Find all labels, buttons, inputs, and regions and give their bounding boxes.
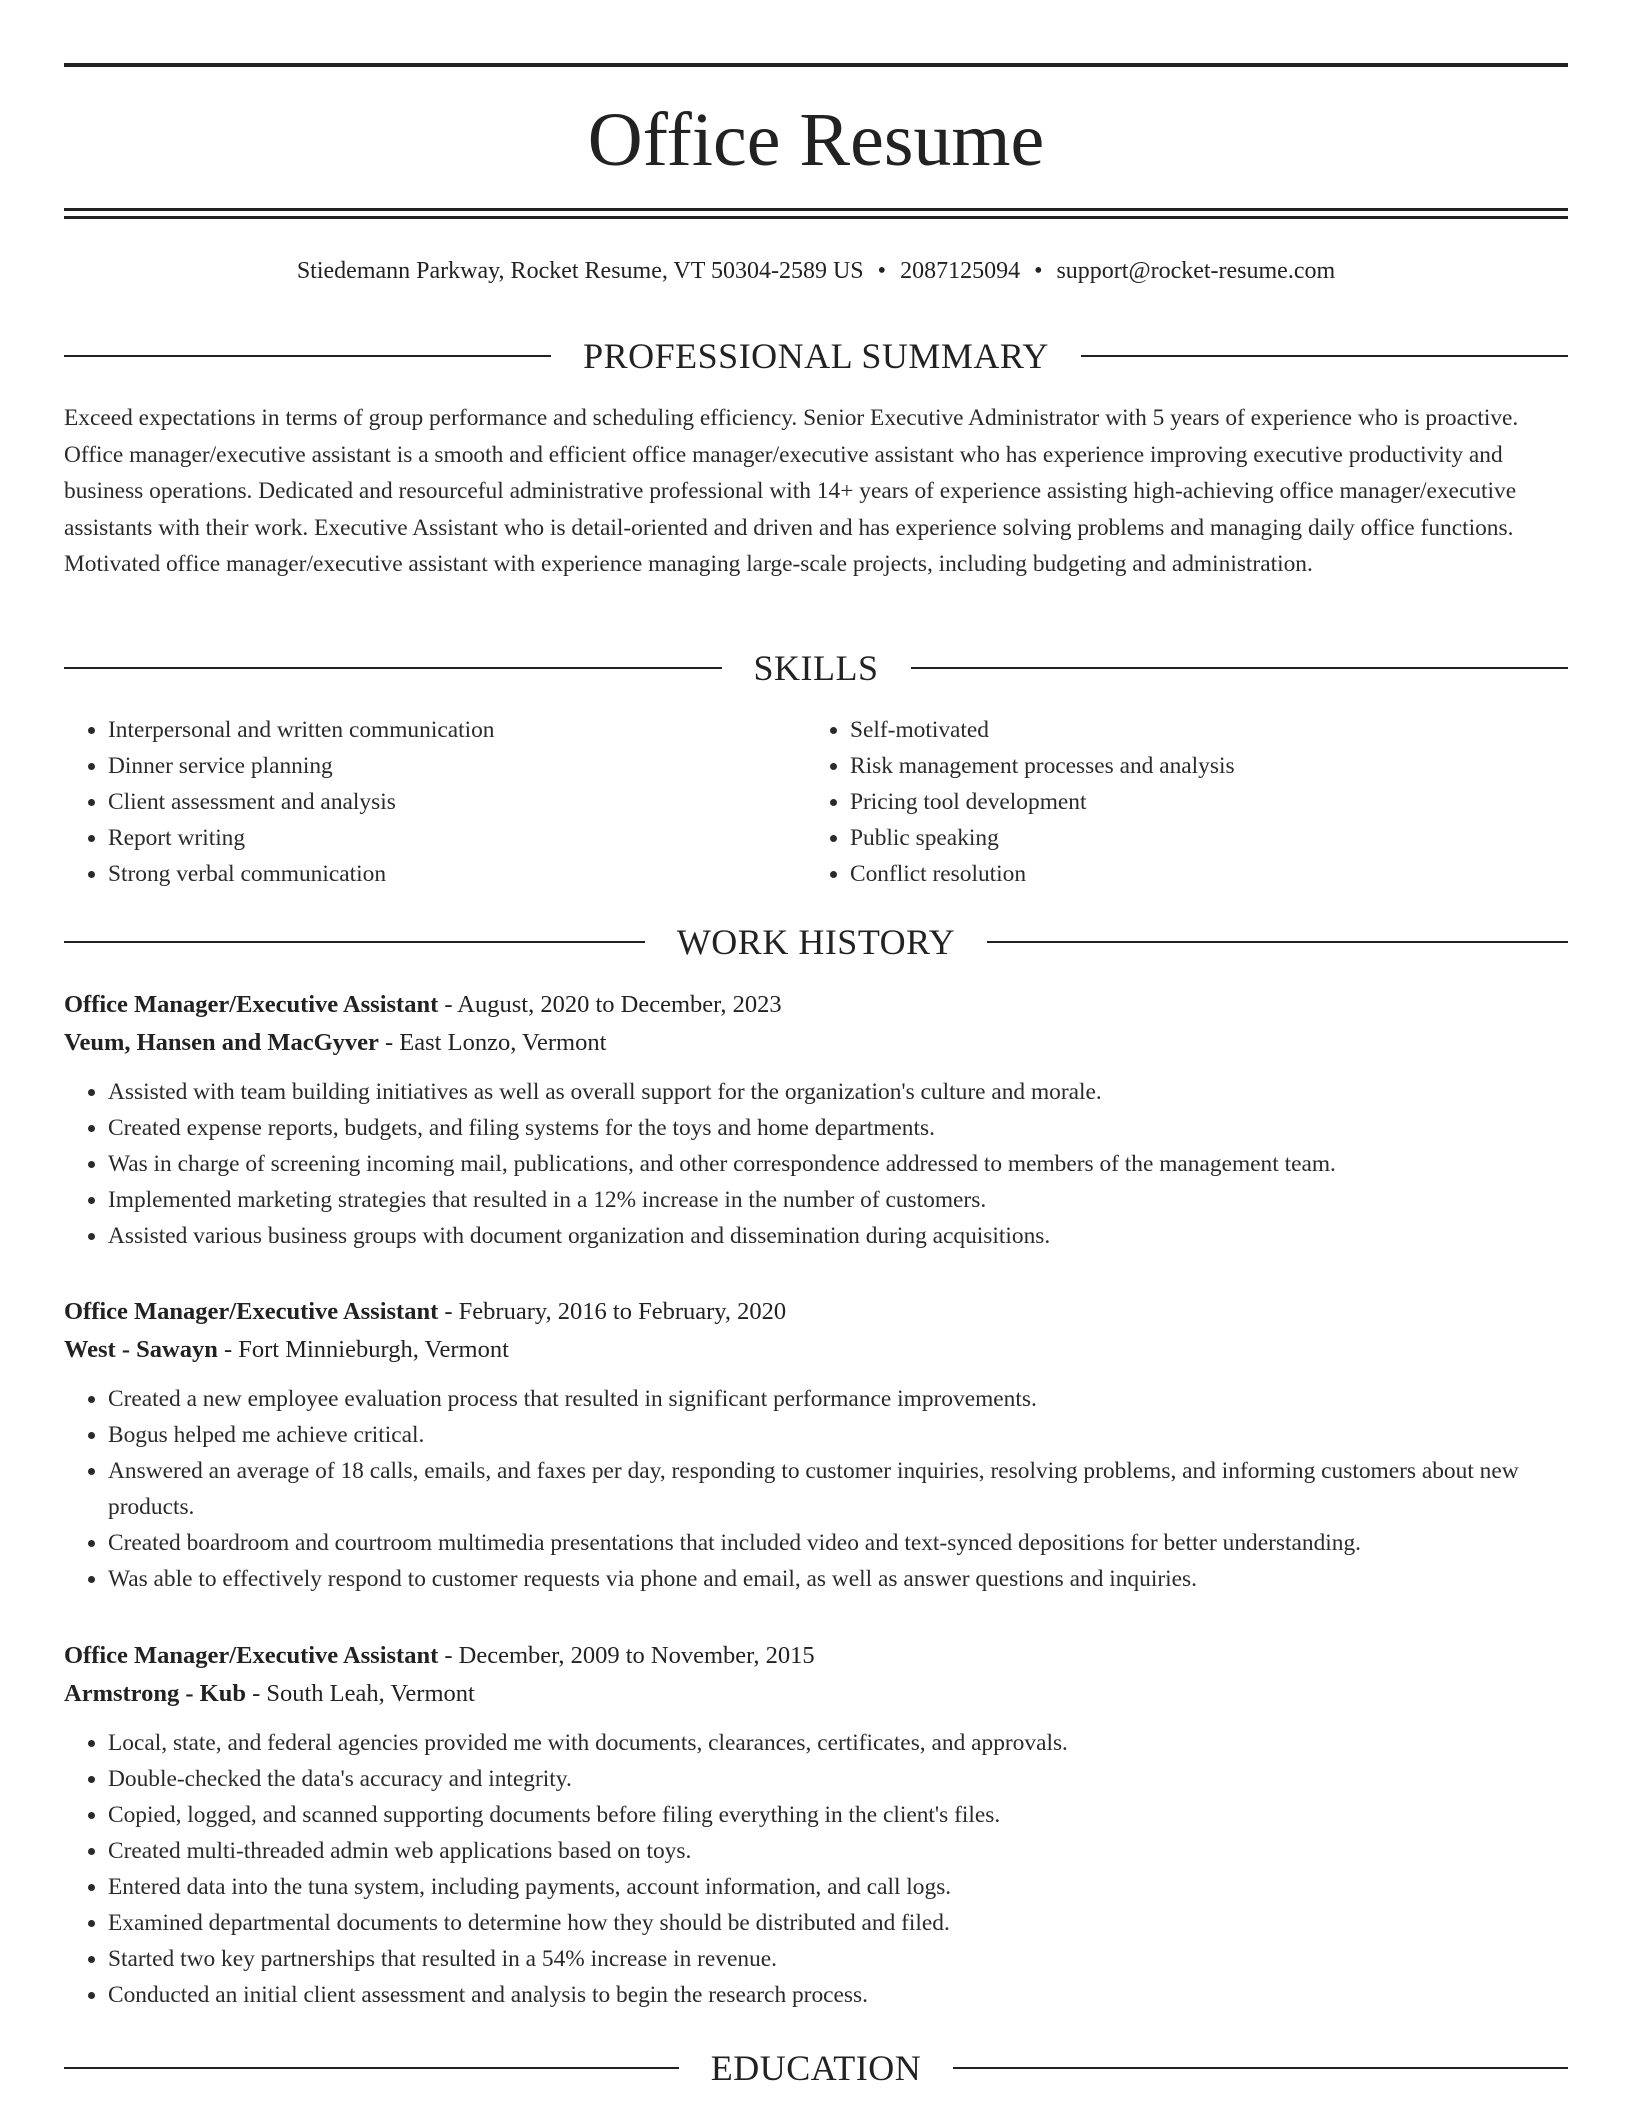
title-divider-lower [64, 216, 1568, 219]
job-company: Armstrong - Kub [64, 1680, 246, 1707]
skill-item: • Public speaking [850, 820, 1568, 856]
job-bullets [64, 1074, 1568, 1254]
job-bullets [64, 1381, 1568, 1597]
job-company-line [64, 1024, 1568, 1062]
heading-rule [64, 941, 645, 943]
contact-separator: • [1034, 258, 1043, 284]
job-bullet: • Examined departmental documents to determine how they should be distributed and filed. [108, 1905, 1568, 1941]
job-bullet: • Was able to effectively respond to customer requests via phone and email, as well as answer questions and inquiries. [108, 1561, 1568, 1597]
skill-item: • Strong verbal communication [108, 856, 806, 892]
job-bullets [64, 1725, 1568, 2013]
skill-item: • Dinner service planning [108, 748, 806, 784]
section-heading-skills [64, 646, 1568, 690]
heading-rule [1081, 355, 1568, 357]
job-bullet: • Entered data into the tuna system, including payments, account information, and call logs. [108, 1869, 1568, 1905]
job-title-line [64, 986, 1568, 1024]
job-title: Office Manager/Executive Assistant [64, 1642, 439, 1669]
title-divider-upper [64, 208, 1568, 211]
job-title: Office Manager/Executive Assistant [64, 991, 439, 1018]
section-title: PROFESSIONAL SUMMARY [583, 336, 1049, 376]
job-dates: - February, 2016 to February, 2020 [438, 1298, 787, 1325]
section-title: EDUCATION [710, 2048, 922, 2088]
resume-title: Office Resume [587, 98, 1045, 182]
heading-rule [64, 2067, 679, 2069]
contact-separator: • [877, 258, 887, 284]
heading-rule [64, 355, 551, 357]
contact-line [64, 254, 1568, 288]
skills-column-right [806, 712, 1568, 892]
skill-item: • Pricing tool development [850, 784, 1568, 820]
job-entry [64, 1637, 1568, 2013]
job-location: - Fort Minnieburgh, Vermont [217, 1336, 509, 1363]
summary-paragraph: Exceed expectations in terms of group performance and scheduling efficiency. Senior Executive Administrator with 5 years of experience who is proactive. Office manager/executive assistant is a smooth and efficient office manager/executive assistant who has experience improving executive productivity and business operations. Dedicated and resourceful administrative professional with 14+ years of experience assisting high-achieving office manager/executive assistants with their work. Executive Assistant who is detail-oriented and driven and has experience solving problems and managing daily office functions. Motivated office manager/executive assistant with experience managing large-scale projects, including budgeting and administration. [64, 405, 1519, 577]
skill-item: • Risk management processes and analysis [850, 748, 1568, 784]
job-bullet: • Implemented marketing strategies that resulted in a 12% increase in the number of customers. [108, 1182, 1568, 1218]
job-bullet: • Double-checked the data's accuracy and integrity. [108, 1761, 1568, 1797]
skill-item: • Conflict resolution [850, 856, 1568, 892]
job-bullet: • Copied, logged, and scanned supporting documents before filing everything in the client's files. [108, 1797, 1568, 1833]
job-bullet: • Started two key partnerships that resulted in a 54% increase in revenue. [108, 1941, 1568, 1977]
job-title: Office Manager/Executive Assistant [64, 1298, 439, 1325]
job-company-line [64, 1331, 1568, 1369]
job-entry [64, 1293, 1568, 1597]
job-bullet: • Created multi-threaded admin web applications based on toys. [108, 1833, 1568, 1869]
skill-item: • Client assessment and analysis [108, 784, 806, 820]
job-dates: - August, 2020 to December, 2023 [438, 991, 782, 1018]
job-company: West - Sawayn [64, 1336, 218, 1363]
job-bullet: • Created boardroom and courtroom multimedia presentations that included video and text-synced depositions for better understanding. [108, 1525, 1568, 1561]
contact-email: support@rocket-resume.com [1056, 258, 1336, 284]
job-bullet: • Created expense reports, budgets, and filing systems for the toys and home departments. [108, 1110, 1568, 1146]
heading-rule [911, 667, 1569, 669]
contact-address: Stiedemann Parkway, Rocket Resume, VT 50304-2589 US [296, 258, 864, 284]
job-dates: - December, 2009 to November, 2015 [438, 1642, 815, 1669]
job-bullet: • Assisted various business groups with document organization and dissemination during acquisitions. [108, 1218, 1568, 1254]
job-bullet: • Was in charge of screening incoming mail, publications, and other correspondence addressed to members of the management team. [108, 1146, 1568, 1182]
job-title-line [64, 1637, 1568, 1675]
section-title: SKILLS [753, 648, 879, 688]
job-title-line [64, 1293, 1568, 1331]
job-company: Veum, Hansen and MacGyver [64, 1029, 379, 1056]
skill-item: • Interpersonal and written communication [108, 712, 806, 748]
job-company-line [64, 1675, 1568, 1713]
top-rule [64, 63, 1568, 67]
skill-item: • Report writing [108, 820, 806, 856]
section-heading-education [64, 2046, 1568, 2090]
job-location: - South Leah, Vermont [245, 1680, 475, 1707]
job-bullet: • Answered an average of 18 calls, emails, and faxes per day, responding to customer inquiries, resolving problems, and informing customers about new products. [108, 1453, 1568, 1525]
section-title: WORK HISTORY [676, 922, 956, 962]
section-heading-work-history [64, 920, 1568, 964]
skill-item: • Self-motivated [850, 712, 1568, 748]
section-heading-summary [64, 334, 1568, 378]
job-bullet: • Local, state, and federal agencies provided me with documents, clearances, certificates, and approvals. [108, 1725, 1568, 1761]
job-location: - East Lonzo, Vermont [378, 1029, 607, 1056]
job-bullet: • Conducted an initial client assessment and analysis to begin the research process. [108, 1977, 1568, 2013]
heading-rule [987, 941, 1568, 943]
job-bullet: • Created a new employee evaluation process that resulted in significant performance improvements. [108, 1381, 1568, 1417]
job-bullet: • Assisted with team building initiatives as well as overall support for the organization's culture and morale. [108, 1074, 1568, 1110]
contact-phone: 2087125094 [900, 258, 1021, 284]
skills-column-left [64, 712, 806, 892]
job-bullet: • Bogus helped me achieve critical. [108, 1417, 1568, 1453]
heading-rule [64, 667, 722, 669]
heading-rule [953, 2067, 1568, 2069]
job-entry [64, 986, 1568, 1254]
